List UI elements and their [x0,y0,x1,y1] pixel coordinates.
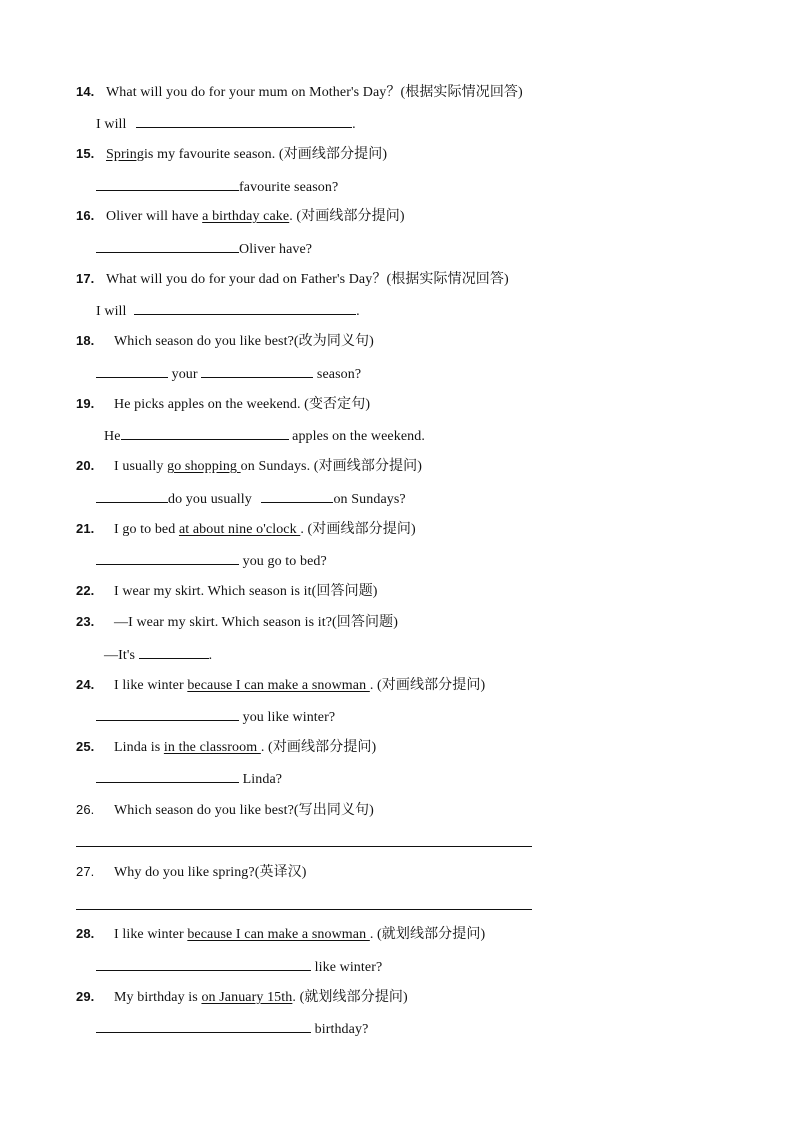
question-instruction: . (就划线部分提问) [292,990,408,1005]
underlined-text: because I can make a snowman [187,927,370,942]
answer-blank[interactable] [96,489,168,503]
question-number: 29. [76,989,95,1004]
question-text: He picks apples on the weekend. (变否定句) [113,397,371,412]
question-18 [76,332,374,351]
question-15 [76,145,387,164]
question-number: 22. [76,583,95,598]
answer-rule-27[interactable] [76,909,532,910]
answer-line-19 [104,426,425,446]
answer-line-23 [104,645,212,665]
answer-suffix: you like winter? [242,710,336,725]
answer-line-20 [96,489,406,509]
question-24 [76,676,485,695]
question-21 [76,520,416,539]
answer-line-25 [96,769,282,789]
answer-blank[interactable] [96,1019,311,1033]
question-instruction: . (对画线部分提问) [369,678,486,693]
question-text: Which season do you like best?(改为同义句) [113,334,374,349]
question-instruction: . (对画线部分提问) [260,740,377,755]
underlined-text: a birthday cake [202,209,290,224]
answer-line-18 [96,364,361,384]
underlined-text: on January 15th [201,990,293,1005]
question-text: I like winter [113,927,188,942]
question-number: 19. [76,396,95,411]
answer-suffix: Oliver have? [239,242,313,257]
question-text: —I wear my skirt. Which season is it?(回答问题) [113,615,398,630]
answer-prefix: —It's [104,648,136,663]
question-text: Oliver will have [105,209,203,224]
question-28 [76,925,485,944]
answer-line-29 [96,1019,368,1039]
answer-suffix: like winter? [314,960,383,975]
question-text: My birthday is [113,990,202,1005]
question-text: I wear my skirt. Which season is it(回答问题) [113,584,378,599]
question-26 [76,801,374,820]
question-text: What will you do for your dad on Father's Day？(根据实际情况回答) [105,272,509,287]
question-number: 15. [76,146,95,161]
question-number: 27. [76,864,95,879]
question-number: 18. [76,333,95,348]
underlined-text: Spring [105,147,144,162]
question-23 [76,613,398,632]
question-text: Linda is [113,740,164,755]
answer-suffix: birthday? [314,1022,369,1037]
answer-line-17 [96,301,360,321]
answer-line-24 [96,707,335,727]
answer-suffix: . [208,648,213,663]
question-29 [76,988,408,1007]
answer-line-21 [96,551,327,571]
answer-prefix: I will [96,117,127,132]
answer-suffix: apples on the weekend. [292,429,425,444]
answer-prefix: He [104,429,121,444]
question-20 [76,457,422,476]
answer-prefix: I will [96,304,127,319]
answer-blank[interactable] [201,364,313,378]
question-text: I go to bed [113,522,179,537]
answer-line-28 [96,957,382,977]
answer-suffix: favourite season? [239,180,339,195]
question-14 [76,83,523,102]
question-22 [76,582,378,601]
question-number: 26. [76,802,95,817]
question-number: 21. [76,521,95,536]
answer-blank[interactable] [136,114,352,128]
answer-blank[interactable] [96,551,239,565]
question-text: I usually [113,459,168,474]
answer-blank[interactable] [139,645,209,659]
underlined-text: in the classroom [163,740,261,755]
answer-blank[interactable] [96,239,239,253]
question-number: 20. [76,458,95,473]
answer-blank[interactable] [96,364,168,378]
answer-line-15 [96,177,338,197]
answer-blank[interactable] [261,489,333,503]
answer-suffix: . [352,117,356,132]
question-number: 25. [76,739,95,754]
question-instruction: . (就划线部分提问) [369,927,486,942]
answer-mid: do you usually [168,492,252,507]
answer-suffix: on Sundays? [333,492,406,507]
answer-line-16 [96,239,312,259]
question-text: Why do you like spring?(英译汉) [113,865,307,880]
question-instruction: on Sundays. (对画线部分提问) [240,459,423,474]
answer-blank[interactable] [121,426,289,440]
answer-rule-26[interactable] [76,846,532,847]
answer-blank[interactable] [96,707,239,721]
question-text: What will you do for your mum on Mother's Day？(根据实际情况回答) [105,85,523,100]
question-19 [76,395,370,414]
answer-suffix: you go to bed? [242,554,327,569]
answer-suffix: . [356,304,360,319]
question-text: is my favourite season. (对画线部分提问) [143,147,388,162]
underlined-text: at about nine o'clock [178,522,301,537]
question-number: 28. [76,926,95,941]
question-number: 24. [76,677,95,692]
underlined-text: go shopping [167,459,241,474]
answer-blank[interactable] [96,177,239,191]
question-instruction: . (对画线部分提问) [289,209,405,224]
question-number: 23. [76,614,95,629]
question-16 [76,207,405,226]
answer-suffix: season? [316,367,362,382]
answer-blank[interactable] [96,957,311,971]
answer-mid: your [171,367,198,382]
answer-blank[interactable] [134,301,356,315]
question-17 [76,270,509,289]
answer-line-14 [96,114,356,134]
question-number: 14. [76,84,95,99]
question-27 [76,863,307,882]
answer-suffix: Linda? [242,772,283,787]
underlined-text: because I can make a snowman [187,678,370,693]
answer-blank[interactable] [96,769,239,783]
question-text: I like winter [113,678,188,693]
question-25 [76,738,376,757]
question-text: Which season do you like best?(写出同义句) [113,803,374,818]
question-instruction: . (对画线部分提问) [300,522,416,537]
question-number: 16. [76,208,95,223]
question-number: 17. [76,271,95,286]
